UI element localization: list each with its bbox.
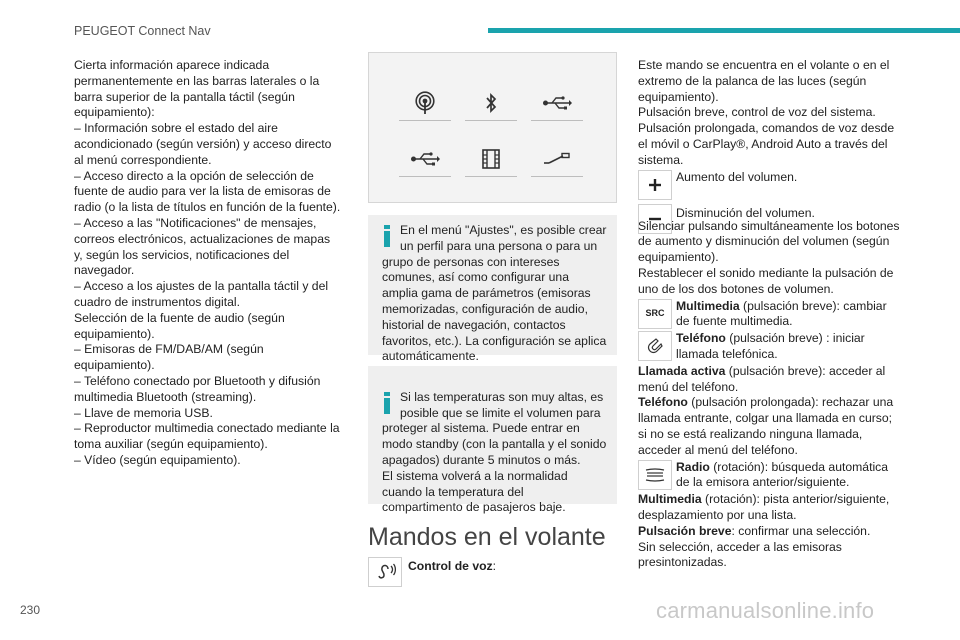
active-call-label: Llamada activa	[638, 363, 726, 378]
paragraph: Selección de la fuente de audio (según equipamiento).	[74, 310, 285, 341]
audio-source-icon-panel	[368, 52, 617, 203]
multimedia-label: Multimedia	[676, 298, 740, 313]
page-header-title: PEUGEOT Connect Nav	[74, 24, 211, 38]
radio-text: (rotación): búsqueda automática de la emisora anterior/siguiente.	[676, 459, 889, 490]
paragraph: – Vídeo (según equipamiento).	[74, 452, 241, 467]
paragraph: – Información sobre el estado del aire acondicionado (según versión) y acceso directo al menú correspondiente.	[74, 121, 332, 167]
aux-cable-icon	[535, 143, 579, 175]
divider	[399, 120, 451, 121]
phone-icon	[638, 331, 672, 361]
voice-control-row	[368, 556, 618, 588]
divider	[465, 120, 517, 121]
phone-text: (pulsación breve) : iniciar llamada telefónica.	[676, 331, 865, 361]
multimedia-rot-label: Multimedia	[638, 492, 702, 507]
multimedia-rot-text: (rotación): pista anterior/siguiente, desplazamiento por una lista.	[638, 492, 890, 522]
paragraph: – Llave de memoria USB.	[74, 405, 213, 420]
paragraph: – Acceso a los ajustes de la pantalla táctil y del cuadro de instrumentos digital.	[74, 279, 329, 309]
paragraph: Cierta información aparece indicada permanentemente en las barras laterales o la barra superior de la pantalla táctil (según equipamiento):	[74, 58, 320, 120]
note-text: En el menú "Ajustes", es posible crear un perfil para una persona o para un grupo de personas con intereses comunes, así como configurar una amplia gama de parámetros (emisoras memorizadas, configuración de audio, historial de navegación, contactos favoritos, etc.). La configuración se aplica automáticamente.	[382, 223, 607, 364]
paragraph: – Teléfono conectado por Bluetooth y difusión multimedia Bluetooth (streaming).	[74, 373, 321, 404]
section-title: Mandos en el volante	[368, 523, 606, 551]
paragraph: – Acceso a las "Notificaciones" de mensajes, correos electrónicos, actualizaciones de mapas y, según los servicios, notificaciones del navegador.	[74, 215, 331, 278]
divider	[531, 120, 583, 121]
voice-suffix: :	[492, 559, 497, 573]
paragraph: – Reproductor multimedia conectado mediante la toma auxiliar (según equipamiento).	[74, 421, 340, 452]
paragraph: – Emisoras de FM/DAB/AM (según equipamiento).	[74, 342, 264, 373]
video-icon	[469, 143, 513, 175]
info-icon	[382, 225, 392, 247]
info-note	[368, 215, 617, 364]
volume-down-text: Disminución del volumen.	[676, 205, 815, 220]
paragraph: – Acceso directo a la opción de selección de fuente de audio para ver la lista de emisoras de radio (o la lista de títulos en función de la fuente).	[74, 168, 341, 215]
paragraph: Pulsación prolongada, comandos de voz desde el móvil o CarPlay®, Android Auto a través del sistema.	[638, 121, 895, 167]
info-note	[368, 366, 617, 515]
info-icon	[382, 392, 392, 414]
phone-long-text: (pulsación prolongada): rechazar una llamada entrante, colgar una llamada en curso; si no se está realizando ninguna llamada, acceder al menú del teléfono.	[638, 395, 894, 457]
phone-label: Teléfono	[676, 331, 726, 346]
phone-long-label: Teléfono	[638, 395, 688, 410]
note-text: Si las temperaturas son muy altas, es posible que se limite el volumen para proteger al sistema. Puede entrar en modo standby (con la pantalla y el sonido apagados) durante 5 minutos o más. El sistema volverá a la normalidad cuando la temperatura del compartimento de pasajeros baje.	[382, 389, 607, 515]
short-press-text: : confirmar una selección.	[731, 523, 871, 538]
thumbwheel-icon	[638, 460, 672, 490]
paragraph: Sin selección, acceder a las emisoras presintonizadas.	[638, 539, 842, 570]
watermark: carmanualsonline.info	[656, 598, 875, 623]
multimedia-text: (pulsación breve): cambiar de fuente multimedia.	[676, 298, 887, 329]
radio-wave-icon	[403, 87, 447, 119]
divider	[399, 176, 451, 177]
voice-label: Control de voz	[408, 559, 493, 573]
header-accent-bar	[488, 28, 960, 33]
src-button-icon	[638, 299, 672, 329]
divider	[465, 176, 517, 177]
voice-command-icon	[368, 557, 402, 587]
paragraph: Restablecer el sonido mediante la pulsación de uno de los dos botones de volumen.	[638, 265, 894, 296]
divider	[531, 176, 583, 177]
paragraph: Silenciar pulsando simultáneamente los botones de aumento y disminución del volumen (según equipamiento).	[638, 218, 900, 265]
right-column	[638, 58, 900, 571]
page-number: 230	[20, 603, 41, 617]
volume-up-text: Aumento del volumen.	[676, 169, 798, 184]
bluetooth-icon	[469, 87, 513, 119]
active-call-text: (pulsación breve): acceder al menú del teléfono.	[638, 363, 886, 394]
src-label: SRC	[645, 307, 665, 318]
radio-label: Radio	[676, 459, 710, 474]
paragraph: Este mando se encuentra en el volante o en el extremo de la palanca de las luces (según equipamiento).	[638, 58, 890, 104]
left-column	[74, 58, 342, 469]
paragraph: Pulsación breve, control de voz del sistema.	[638, 105, 876, 120]
plus-icon	[638, 170, 672, 200]
short-press-label: Pulsación breve	[638, 523, 732, 538]
usb-icon	[535, 87, 579, 119]
usb-icon	[403, 143, 447, 175]
